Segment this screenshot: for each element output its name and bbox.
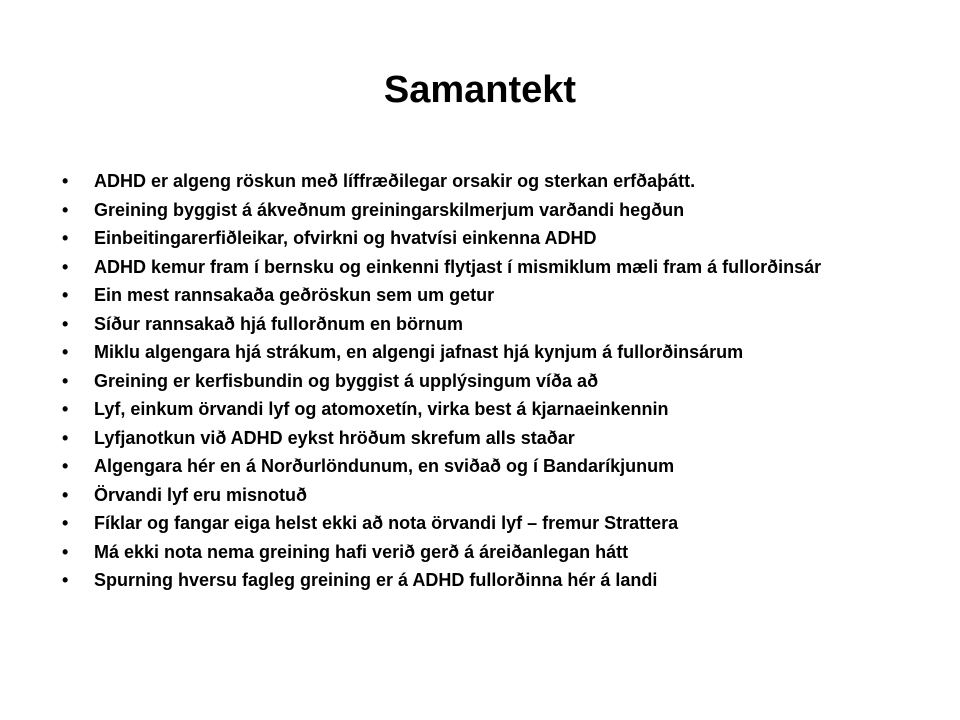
bullet-icon: •: [62, 199, 69, 220]
bullet-text: Algengara hér en á Norðurlöndunum, en sviðað og í Bandaríkjunum: [94, 456, 675, 476]
bullet-item: [62, 229, 882, 248]
bullet-item: [62, 514, 882, 533]
bullet-text: Lyf, einkum örvandi lyf og atomoxetín, virka best á kjarnaeinkennin: [94, 399, 669, 419]
bullet-text: Lyfjanotkun við ADHD eykst hröðum skrefum alls staðar: [94, 427, 575, 448]
bullet-icon: •: [62, 570, 69, 590]
bullet-icon: •: [62, 256, 69, 277]
bullet-item: [62, 286, 882, 305]
bullet-item: [62, 315, 882, 334]
bullet-list: [62, 172, 882, 600]
bullet-icon: •: [62, 456, 69, 476]
bullet-text: Ein mest rannsakaða geðröskun sem um getur: [94, 285, 495, 305]
bullet-text: Má ekki nota nema greining hafi verið gerð á áreiðanlegan hátt: [94, 541, 629, 562]
bullet-item: [62, 486, 882, 505]
bullet-text: Greining er kerfisbundin og byggist á upplýsingum víða að: [94, 370, 599, 391]
bullet-icon: •: [62, 513, 69, 533]
bullet-icon: •: [62, 285, 69, 305]
bullet-item: [62, 343, 882, 362]
bullet-icon: •: [62, 541, 69, 562]
bullet-text: ADHD kemur fram í bernsku og einkenni flytjast í mismiklum mæli fram á fullorðinsár: [94, 256, 822, 277]
slide-title: Samantekt: [383, 69, 577, 111]
bullet-item: [62, 172, 882, 191]
bullet-text: Síður rannsakað hjá fullorðnum en börnum: [94, 313, 464, 334]
bullet-item: [62, 400, 882, 419]
bullet-item: [62, 258, 882, 277]
bullet-item: [62, 372, 882, 391]
bullet-icon: •: [62, 342, 69, 362]
bullet-item: [62, 201, 882, 220]
bullet-text: Greining byggist á ákveðnum greiningarskilmerjum varðandi hegðun: [94, 199, 685, 220]
bullet-item: [62, 429, 882, 448]
bullet-item: [62, 457, 882, 476]
bullet-icon: •: [62, 370, 69, 391]
bullet-icon: •: [62, 399, 69, 419]
bullet-icon: •: [62, 228, 69, 248]
bullet-text: Spurning hversu fagleg greining er á ADHD fullorðinna hér á landi: [94, 570, 658, 590]
bullet-icon: •: [62, 171, 69, 191]
bullet-text: Örvandi lyf eru misnotuð: [94, 484, 308, 505]
bullet-text: Miklu algengara hjá strákum, en algengi jafnast hjá kynjum á fullorðinsárum: [94, 342, 744, 362]
bullet-icon: •: [62, 427, 69, 448]
bullet-item: [62, 543, 882, 562]
bullet-text: ADHD er algeng röskun með líffræðilegar orsakir og sterkan erfðaþátt.: [94, 171, 696, 191]
bullet-icon: •: [62, 313, 69, 334]
bullet-icon: •: [62, 484, 69, 505]
bullet-text: Fíklar og fangar eiga helst ekki að nota örvandi lyf – fremur Strattera: [94, 513, 679, 533]
bullet-item: [62, 571, 882, 590]
bullet-text: Einbeitingarerfiðleikar, ofvirkni og hvatvísi einkenna ADHD: [94, 228, 597, 248]
